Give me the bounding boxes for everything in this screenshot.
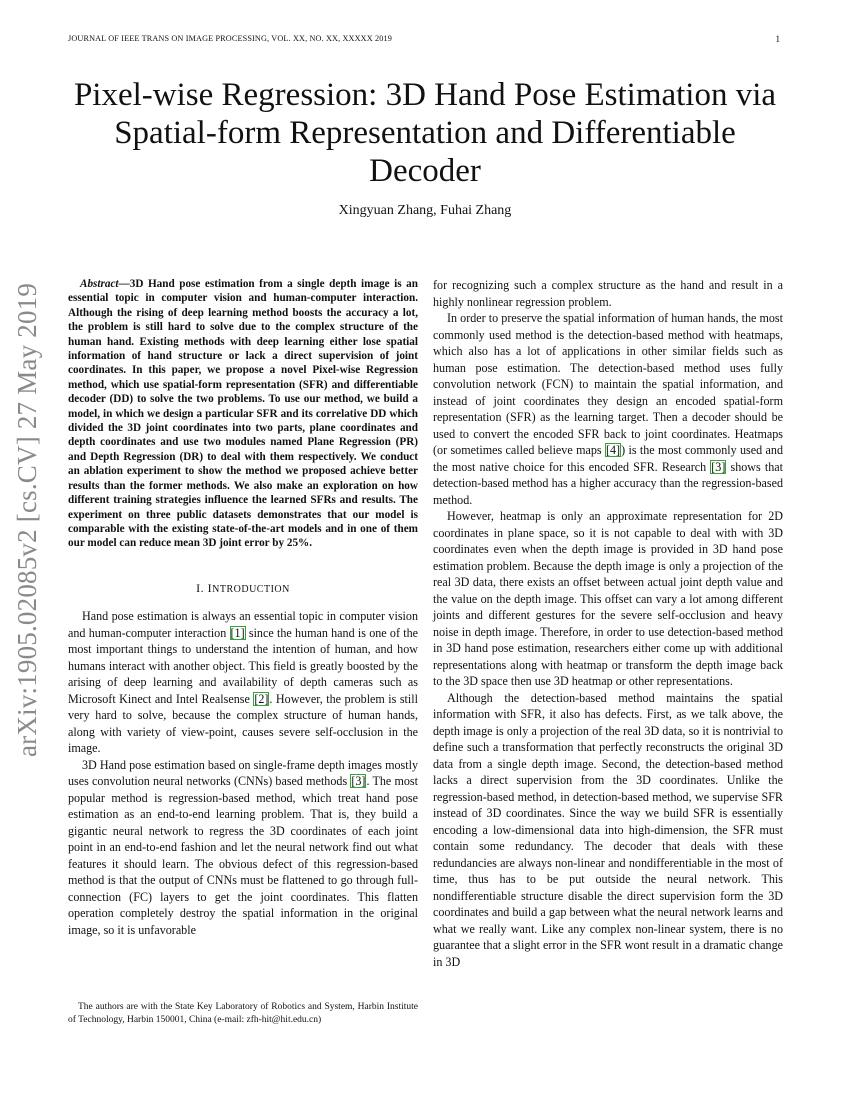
intro-paragraph-3 — [433, 310, 783, 508]
intro-paragraph-1 — [68, 608, 418, 757]
page-number: 1 — [775, 34, 780, 44]
paragraph-text: Hand pose estimation is always an essential topic in computer vision and human-computer interaction — [68, 609, 418, 640]
citation-link[interactable]: [2] — [254, 691, 269, 706]
paragraph-text: In order to preserve the spatial information of human hands, the most commonly used method is the detection-based method with heatmaps, which also has a lot of applications in other similar fields such as human pose estimation. The detection-based method uses fully convolution network (FCN) to maintain the spatial information, and instead of joint coordinates they design an encoded spatial-form representation (SFR) as the learning target. Then a decoder should be used to convert the encoded SFR back to joint coordinates. Heatmaps (or sometimes called believe maps — [433, 311, 783, 457]
footnote-affiliation: The authors are with the State Key Laboratory of Robotics and System, Harbin Institute of Technology, Harbin 150001, China (e-mail: zfh-hit@hit.edu.cn) — [68, 1002, 418, 1025]
section-title-initial: I — [207, 580, 213, 595]
author-list: Xingyuan Zhang, Fuhai Zhang — [338, 203, 512, 218]
paragraph-text: since the human hand is one of the most important things to understand the intention of human, and how humans interact with another object. This field is greatly boosted by the arising of deep learning and availability of depth cameras such as Microsoft Kinect and Intel Realsense — [68, 625, 418, 706]
paragraph-text: ) is the most commonly used and the most native choice for this encoded SFR. Research — [433, 443, 784, 474]
intro-paragraph-continued: for recognizing such a complex structure as the hand and result in a highly nonlinear regression problem. — [433, 278, 783, 309]
arxiv-stamp[interactable]: arXiv:1905.02085v2 [cs.CV] 27 May 2019 — [12, 282, 42, 757]
right-column — [433, 277, 783, 970]
citation-link[interactable]: [3] — [351, 774, 366, 789]
paragraph-text: shows that detection-based method has a higher accuracy than the regression-based method. — [433, 459, 784, 507]
citation-link[interactable]: [1] — [230, 625, 245, 640]
running-header: JOURNAL OF IEEE TRANS ON IMAGE PROCESSING, VOL. XX, NO. XX, XXXXX 2019 — [68, 34, 392, 43]
citation-link[interactable]: [4] — [605, 443, 621, 457]
intro-paragraph-2 — [68, 757, 418, 939]
abstract-label: Abstract — [80, 278, 119, 290]
section-heading-introduction — [68, 580, 418, 599]
abstract — [68, 277, 418, 551]
abstract-text: —3D Hand pose estimation from a single depth image is an essential topic in computer vision and human-computer interaction. Although the rising of deep learning method boosts the accuracy a lot, the problem is still hard to solve due to the complex structure of the human hand. Existing methods with deep learning either lose spatial information of hand structure or lack a direct supervision of joint coordinates. In this paper, we propose a novel Pixel-wise Regression method, which use spatial-form representation (SFR) and differentiable decoder (DD) to solve the two problems. To use our method, we build a model, in which we design a particular SFR and its correlative DD which divided the 3D joint coordinates into two parts, plane coordinates and depth coordinates and use two modules named Plane Regression (PR) and Depth Regression (DR) to deal with them respectively. We conduct an ablation experiment to show the method we proposed achieve better results than the former methods. We also make an exploration on how different training strategies influence the learned SFRs and results. The experiment on three public datasets demonstrates that our model is comparable with the existing state-of-the-art models and in one of them our model can reduce mean 3D joint error by 25%. — [68, 278, 418, 550]
paragraph-text: . However, the problem is still very hard to solve, because the complex structure of human hands, along with variety of view-point, causes severe self-occlusion in the image. — [68, 691, 418, 756]
intro-paragraph-5: Although the detection-based method maintains the spatial information with SFR, it also has defects. First, as we talk above, the depth image is only a projection of the real 3D data, so it is nontrivial to define such a transformation that perfectly reconstructs the original 3D data from a single depth image. Second, the detection-based method lacks a direct supervision from the 3D coordinates. Unlike the regression-based method, in detection-based method, we supervise SFR instead of 3D coordinates. Since the way we build SFR is essentially encoding a low-dimensional data into high-dimension, the SFR must contain some redundancy. The decoder that deals with these redundancies are always non-linear and nondifferentiable in the most of time, thus has to be put outside the neural network. This nondifferentiable structure disable the direct supervision form the 3D coordinates and build a gap between what the neural network learns and what we really want. Like any complex non-linear system, there is no guarantee that a slight error in the SFR wont result in a dramatic change in 3D — [433, 690, 783, 969]
left-column — [68, 277, 418, 938]
section-numeral: I. — [196, 580, 208, 595]
intro-paragraph-4: However, heatmap is only an approximate representation for 2D coordinates in plane space, so it is not capable to deal with with 3D coordinates even when the depth image is provided in 3D hand pose estimation problem. Because the depth image is only a projection of the real 3D data, there exists an offset between actual joint depth value and the value on the depth image. This offset can vary a lot among different joints and different gestures for the severe self-occlusion and heavy noise in depth image. Therefore, in order to use detection-based method in 3D hand pose estimation, researchers either come up with additional representations along with heatmap or transform the depth image back to the 3D space then use 3D heatmap or other representations. — [433, 509, 783, 688]
paragraph-text: . The most popular method is regression-based method, which treat hand pose estimation as an end-to-end learning problem. That is, they build a gigantic neural network to regress the 3D coordinates of each joint point in an end-to-end fashion and let the neural network find out what features it should learn. The obvious defect of this regression-based method is that the output of CNNs must be flattened to go through full-connection (FC) layers to get the joint coordinates. This flatten operation completely destroy the spatial information in the original image, so it is unfavorable — [68, 774, 418, 937]
paragraph-text: 3D Hand pose estimation based on single-frame depth images mostly uses convolution neural networks (CNNs) based methods — [68, 757, 418, 789]
paper-title: Pixel-wise Regression: 3D Hand Pose Estimation via Spatial-form Representation and Differentiable Decoder — [73, 77, 777, 189]
citation-link[interactable]: [3] — [711, 459, 726, 474]
section-title-rest: NTRODUCTION — [212, 583, 290, 595]
